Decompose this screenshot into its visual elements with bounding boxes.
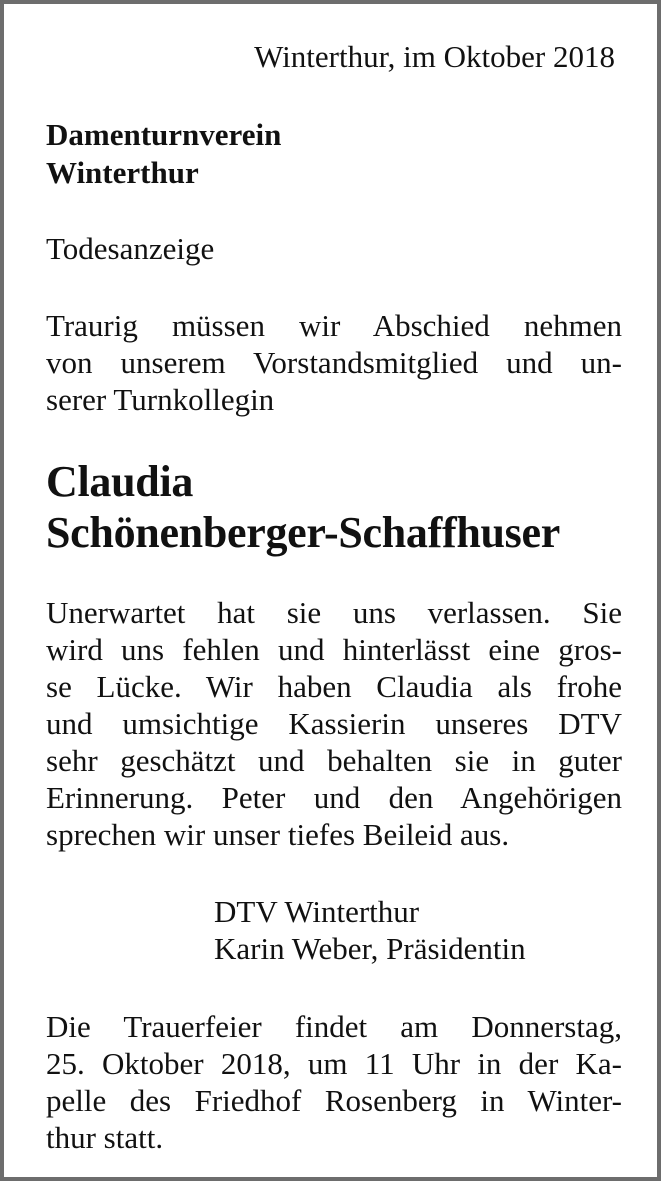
body-line: Unerwartet hat sie uns verlassen. Sie bbox=[46, 595, 622, 630]
deceased-last-name: Schönenberger-Schaffhuser bbox=[46, 508, 560, 557]
body-line: sprechen wir unser tiefes Beileid aus. bbox=[46, 817, 510, 852]
body-line: wird uns fehlen und hinterlässt eine gros- bbox=[46, 632, 622, 667]
body-line: Erinnerung. Peter und den Angehörigen bbox=[46, 780, 622, 815]
funeral-line: 25. Oktober 2018, um 11 Uhr in der Ka- bbox=[46, 1046, 622, 1081]
signature-line-1: DTV Winterthur bbox=[214, 894, 420, 929]
notice-type: Todesanzeige bbox=[46, 231, 215, 266]
place-date: Winterthur, im Oktober 2018 bbox=[254, 39, 615, 74]
funeral-line: thur statt. bbox=[46, 1120, 164, 1155]
funeral-line: pelle des Friedhof Rosenberg in Winter- bbox=[46, 1083, 622, 1118]
organization-line-2: Winterthur bbox=[46, 155, 199, 190]
organization-line-1: Damenturnverein bbox=[46, 117, 282, 152]
signature-line-2: Karin Weber, Präsidentin bbox=[214, 931, 526, 966]
intro-line: von unserem Vorstandsmitglied und un- bbox=[46, 345, 622, 380]
intro-line: Traurig müssen wir Abschied nehmen bbox=[46, 308, 622, 343]
body-line: se Lücke. Wir haben Claudia als frohe bbox=[46, 669, 622, 704]
body-line: sehr geschätzt und behalten sie in guter bbox=[46, 743, 622, 778]
body-line: und umsichtige Kassierin unseres DTV bbox=[46, 706, 622, 741]
deceased-first-name: Claudia bbox=[46, 457, 194, 506]
funeral-line: Die Trauerfeier findet am Donnerstag, bbox=[46, 1009, 622, 1044]
intro-line: serer Turnkollegin bbox=[46, 382, 275, 417]
